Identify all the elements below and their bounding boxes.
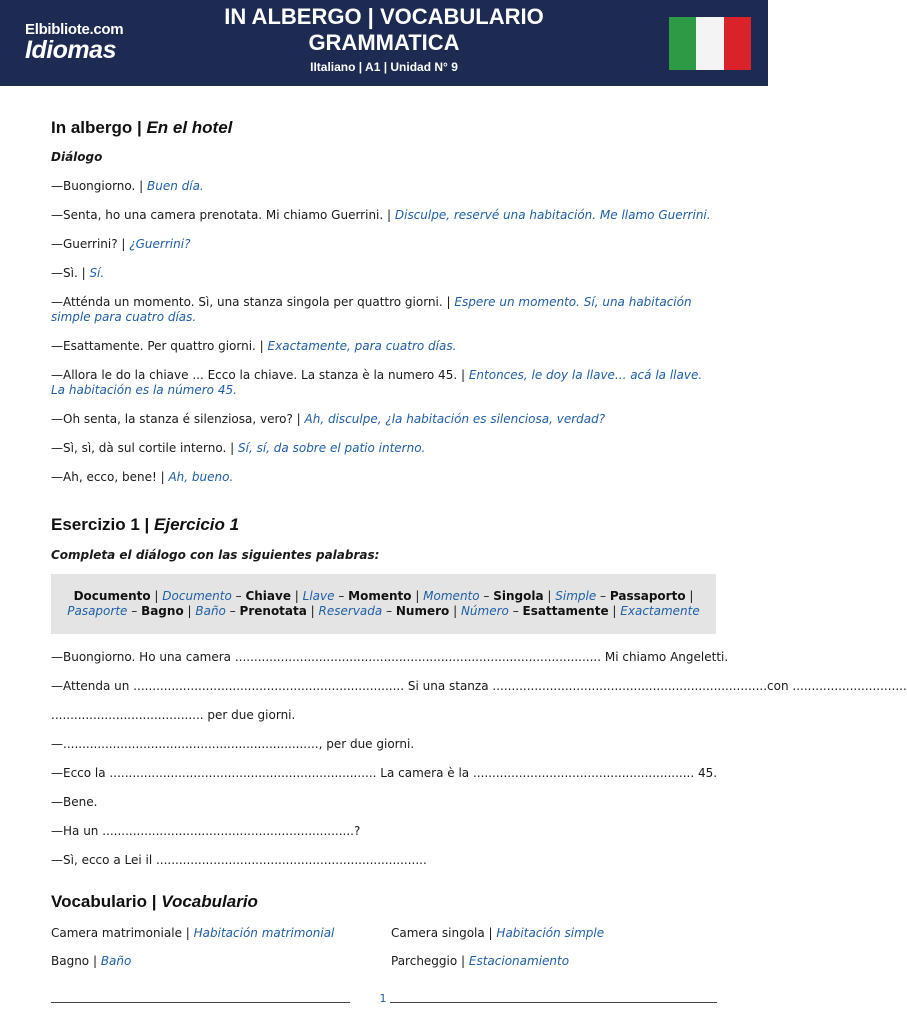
word-bank: Documento | Documento – Chiave | Llave – Momento | Momento – Singola | Simple – Passaporto | Pasaporte – Bagno | Baño – Prenotata | Reservada – Numero | Número – Esattamente | Exactamente [51,574,716,634]
dialog-line [51,266,718,281]
exercise-line: —Ha un ..................................................................? [51,824,361,838]
dialog-line-it: —Ah, ecco, bene! | [51,470,169,484]
dialog-line-it: —Esattamente. Per quattro giorni. | [51,339,268,353]
word-es: Baño [195,604,226,618]
header-title-line2: GRAMMATICA [308,30,460,55]
footer-rule-right [390,1002,717,1003]
vocab-item [391,954,718,968]
vocab-it: Camera singola | [391,926,497,940]
dialog-line [51,339,718,354]
dialog-line [51,470,718,485]
word-es: Exactamente [620,604,700,618]
header-title-block [190,4,578,74]
brand-name: Idiomas [25,36,116,64]
dialog-line-es: Sí. [89,266,105,280]
dialog-line-es: Ah, bueno. [168,470,234,484]
dialog-line-it: —Buongiorno. | [51,179,148,193]
word-it: Prenotata [239,604,307,618]
dialog-line-it: —Guerrini? | [51,237,130,251]
dialog-line [51,237,718,252]
word-es: Documento [162,589,232,603]
flag-stripe-red [724,17,751,70]
section-title-it: Vocabulario | [51,892,162,911]
vocab-item [51,926,391,940]
header-title-line1: IN ALBERGO | VOCABULARIO [224,4,544,29]
italy-flag-icon [669,17,751,70]
dialog-line-es: Entonces, le doy la llave... acá la llave. La habitación es la número 45. [51,368,703,397]
section-title-es: En el hotel [146,118,233,137]
page-content [51,118,907,968]
dialog-line-it: —Atténda un momento. Sì, una stanza singola per quattro giorni. | [51,295,455,309]
vocab-es: Habitación simple [496,926,605,940]
footer-rule-left [51,1002,350,1003]
section-title-es: Vocabulario [161,892,258,911]
dialog-line [51,179,718,194]
word-es: Reservada [318,604,383,618]
section-title-esercizio [51,515,718,539]
word-it: Bagno [141,604,184,618]
dialog-line-es: Espere un momento. Sí, una habitación simple para cuatro días. [51,295,692,324]
exercise-line: —Ecco la ...................................................................... La camera è la .......................................................... 45. [51,766,718,780]
dialog-subtitle: Diálogo [51,150,103,164]
word-it: Chiave [245,589,291,603]
dialog-line-it: —Sì. | [51,266,90,280]
exercise-line: —Buongiorno. Ho una camera ................................................................................................ Mi chiamo Angeletti. [51,650,729,664]
dialog-line-es: Ah, disculpe, ¿la habitación es silenciosa, verdad? [304,412,606,426]
dialog-line-it: —Oh senta, la stanza é silenziosa, vero? | [51,412,305,426]
page-number: 1 [379,992,387,1005]
section-title-in-albergo [51,118,718,142]
section-title-vocabulario [51,892,718,916]
dialog-lines [51,179,718,485]
dialog-line-es: ¿Guerrini? [129,237,191,251]
flag-stripe-green [669,17,696,70]
brand-site: Elbibliote.com [25,21,124,38]
exercise-line: —..................................................................., per due giorni. [51,737,415,751]
word-it: Numero [395,604,450,618]
dialog-line-es: Buen día. [147,179,204,193]
word-es: Pasaporte [67,604,128,618]
page-footer [51,990,718,1010]
dialog-line [51,441,718,456]
section-title-es: Ejercicio 1 [154,515,240,534]
exercise-lines [51,650,907,868]
dialog-line-it: —Sì, sì, dà sul cortile interno. | [51,441,239,455]
header-subtitle: IItaliano | A1 | Unidad N° 9 [310,60,458,74]
vocab-it: Parcheggio | [391,954,469,968]
dialog-line-es: Sí, sí, da sobre el patio interno. [238,441,426,455]
dialog-line-es: Disculpe, reservé una habitación. Me llamo Guerrini. [394,208,711,222]
exercise-line: —Attenda un ....................................................................... Si una stanza ........................................................................con .............................. [51,679,907,693]
vocab-grid [51,926,718,968]
page-header [0,0,768,86]
dialog-line-it: —Allora le do la chiave ... Ecco la chiave. La stanza è la numero 45. | [51,368,469,382]
exercise-line: ........................................ per due giorni. [51,708,296,722]
word-it: Documento [73,589,151,603]
dialog-line-es: Exactamente, para cuatro días. [267,339,457,353]
vocab-es: Baño [100,954,132,968]
exercise-instruction: Completa el diálogo con las siguientes palabras: [51,548,380,562]
section-title-it: Esercizio 1 | [51,515,155,534]
flag-stripe-white [696,17,723,70]
word-it: Singola [493,589,544,603]
word-es: Simple [555,589,597,603]
word-es: Momento [423,589,480,603]
dialog-line [51,412,718,427]
vocab-item [391,926,718,940]
dialog-line [51,295,718,325]
vocab-es: Habitación matrimonial [193,926,335,940]
vocab-it: Camera matrimoniale | [51,926,194,940]
vocab-es: Estacionamiento [468,954,570,968]
section-title-it: In albergo | [51,118,147,137]
dialog-line-it: —Senta, ho una camera prenotata. Mi chiamo Guerrini. | [51,208,395,222]
word-it: Momento [348,589,412,603]
exercise-line: —Sì, ecco a Lei il ....................................................................... [51,853,427,867]
word-es: Llave [302,589,335,603]
word-es: Número [460,604,509,618]
word-it: Esattamente [522,604,609,618]
vocab-item [51,954,391,968]
word-it: Passaporto [609,589,686,603]
exercise-line: —Bene. [51,795,98,809]
brand-logo[interactable] [25,22,145,62]
dialog-line [51,208,718,223]
vocab-it: Bagno | [51,954,101,968]
dialog-line [51,368,718,398]
